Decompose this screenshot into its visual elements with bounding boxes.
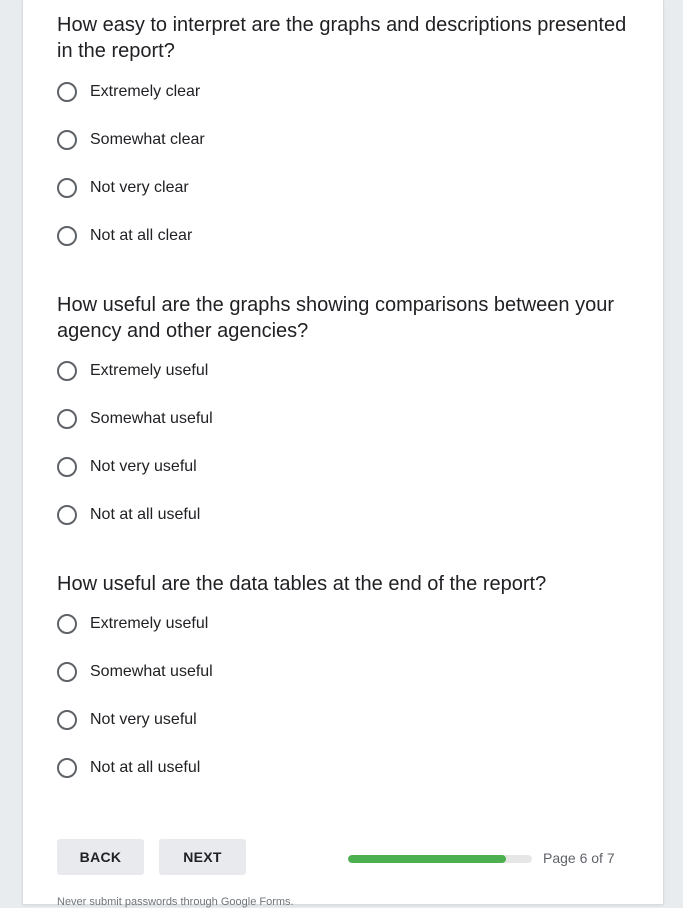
radio-option[interactable] bbox=[57, 744, 632, 792]
option-label: Extremely useful bbox=[90, 362, 209, 379]
question-2 bbox=[57, 292, 632, 539]
progress-fill bbox=[348, 855, 506, 863]
form-card bbox=[23, 0, 663, 908]
question-title: How useful are the graphs showing comparisons between your agency and other agencies? bbox=[57, 294, 614, 342]
radio-button[interactable] bbox=[57, 614, 77, 634]
next-button[interactable]: NEXT bbox=[159, 839, 246, 875]
radio-button[interactable] bbox=[57, 130, 77, 150]
option-list bbox=[57, 68, 632, 260]
option-label: Not very clear bbox=[90, 179, 189, 196]
option-label: Somewhat clear bbox=[90, 131, 205, 148]
radio-option[interactable] bbox=[57, 347, 632, 395]
radio-option[interactable] bbox=[57, 212, 632, 260]
radio-option[interactable] bbox=[57, 68, 632, 116]
option-label: Somewhat useful bbox=[90, 663, 213, 680]
option-list bbox=[57, 600, 632, 792]
option-label: Not very useful bbox=[90, 458, 197, 475]
radio-button[interactable] bbox=[57, 505, 77, 525]
radio-button[interactable] bbox=[57, 82, 77, 102]
radio-button[interactable] bbox=[57, 758, 77, 778]
question-1 bbox=[57, 12, 632, 260]
radio-button[interactable] bbox=[57, 710, 77, 730]
question-title: How useful are the data tables at the end of the report? bbox=[57, 573, 547, 595]
footer-note: Never submit passwords through Google Forms. bbox=[57, 896, 294, 908]
radio-option[interactable] bbox=[57, 164, 632, 212]
radio-button[interactable] bbox=[57, 361, 77, 381]
radio-option[interactable] bbox=[57, 395, 632, 443]
radio-option[interactable] bbox=[57, 648, 632, 696]
radio-button[interactable] bbox=[57, 226, 77, 246]
radio-button[interactable] bbox=[57, 409, 77, 429]
radio-option[interactable] bbox=[57, 116, 632, 164]
option-label: Somewhat useful bbox=[90, 410, 213, 427]
option-label: Not very useful bbox=[90, 711, 197, 728]
radio-button[interactable] bbox=[57, 662, 77, 682]
option-label: Not at all clear bbox=[90, 227, 193, 244]
radio-option[interactable] bbox=[57, 443, 632, 491]
radio-option[interactable] bbox=[57, 696, 632, 744]
page-indicator: Page 6 of 7 bbox=[543, 850, 615, 866]
option-label: Extremely clear bbox=[90, 83, 201, 100]
option-list bbox=[57, 347, 632, 539]
option-label: Not at all useful bbox=[90, 506, 201, 523]
back-button[interactable]: BACK bbox=[57, 839, 144, 875]
option-label: Extremely useful bbox=[90, 615, 209, 632]
question-3 bbox=[57, 571, 632, 792]
radio-button[interactable] bbox=[57, 457, 77, 477]
radio-option[interactable] bbox=[57, 491, 632, 539]
radio-button[interactable] bbox=[57, 178, 77, 198]
option-label: Not at all useful bbox=[90, 759, 201, 776]
progress-bar bbox=[348, 855, 532, 863]
question-title: How easy to interpret are the graphs and descriptions presented in the report? bbox=[57, 14, 627, 62]
radio-option[interactable] bbox=[57, 600, 632, 648]
